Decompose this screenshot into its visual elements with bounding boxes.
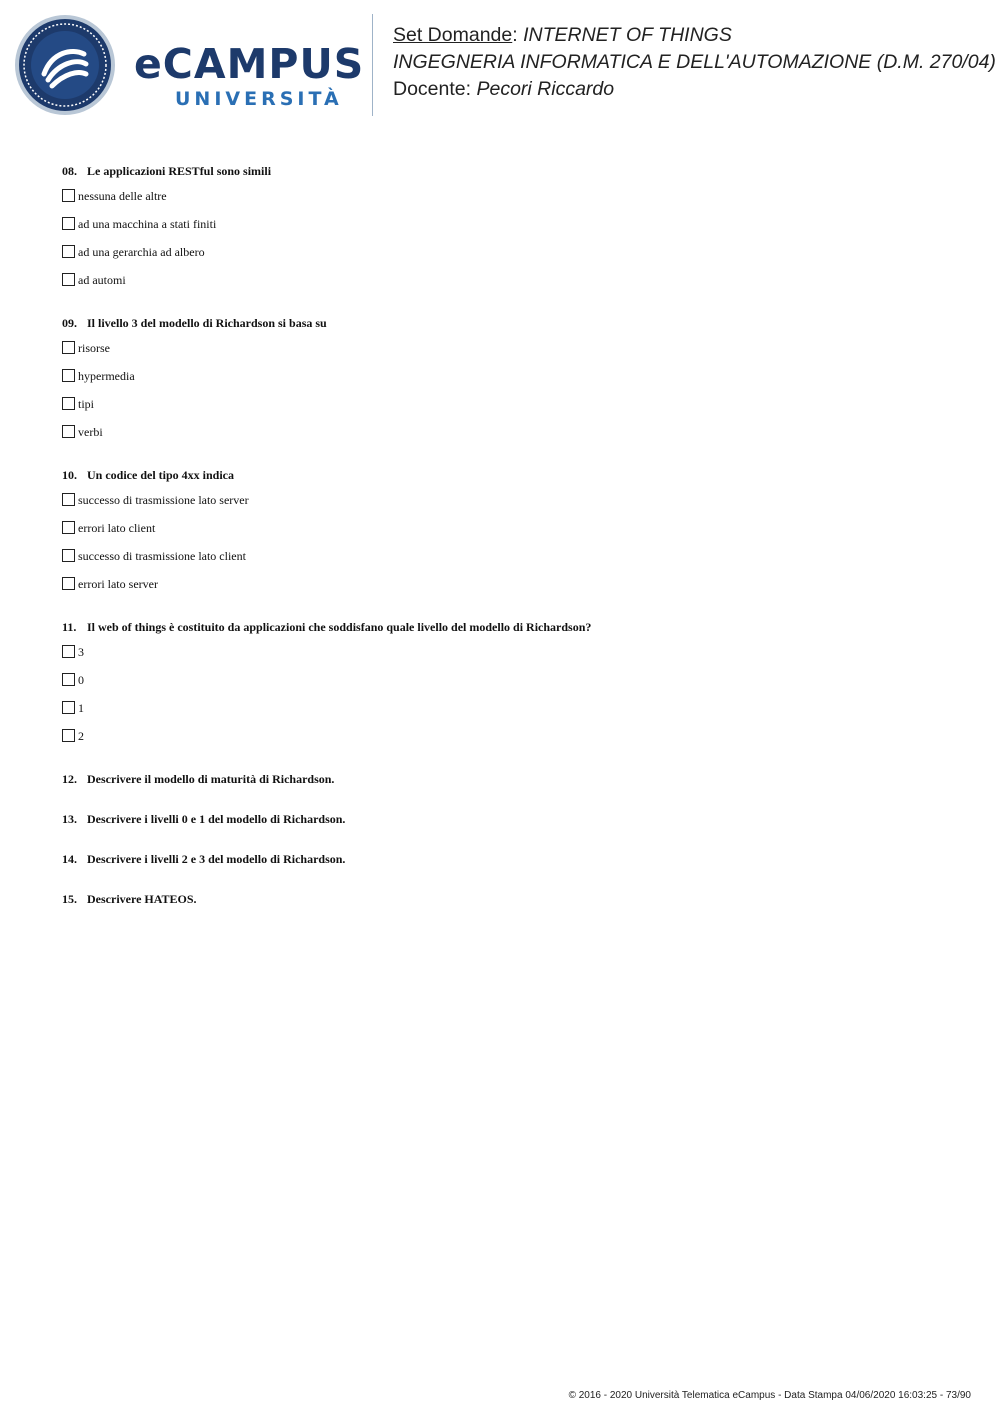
question-number: 10. [62, 468, 77, 482]
header-divider [372, 14, 373, 116]
question-number: 15. [62, 892, 77, 906]
question-text: Un codice del tipo 4xx indica [87, 468, 235, 482]
course-name: INTERNET OF THINGS [523, 24, 732, 46]
set-separator: : [512, 24, 524, 46]
question-number: 08. [62, 164, 77, 178]
answer-option [62, 272, 962, 300]
answer-checkbox[interactable] [62, 217, 75, 230]
question-09 [62, 314, 962, 452]
question-number: 14. [62, 852, 77, 866]
question-13 [62, 810, 962, 828]
answer-checkbox[interactable] [62, 493, 75, 506]
answer-checkbox[interactable] [62, 645, 75, 658]
answer-checkbox[interactable] [62, 369, 75, 382]
answer-checkbox[interactable] [62, 397, 75, 410]
answer-option [62, 396, 962, 424]
answer-checkbox[interactable] [62, 577, 75, 590]
question-title [62, 810, 962, 828]
answer-option [62, 244, 962, 272]
set-line [393, 22, 996, 49]
question-number: 13. [62, 812, 77, 826]
answer-label: successo di trasmissione lato client [78, 549, 246, 563]
question-14 [62, 850, 962, 868]
question-number: 11. [62, 620, 77, 634]
answer-option [62, 700, 962, 728]
question-title [62, 162, 962, 180]
question-15 [62, 890, 962, 908]
answer-label: verbi [78, 425, 103, 439]
set-label: Set Domande [393, 24, 513, 46]
question-11 [62, 618, 962, 756]
answer-label: risorse [78, 341, 110, 355]
question-number: 12. [62, 772, 77, 786]
answer-checkbox[interactable] [62, 701, 75, 714]
logo-subtitle: UNIVERSITÀ [175, 88, 343, 110]
answer-option [62, 424, 962, 452]
answer-option [62, 492, 962, 520]
answer-option [62, 728, 962, 756]
answer-label: tipi [78, 397, 95, 411]
answer-label: 1 [78, 701, 84, 715]
answer-option [62, 340, 962, 368]
answer-label: 2 [78, 729, 84, 743]
answer-label: hypermedia [78, 369, 135, 383]
teacher-line [393, 76, 996, 103]
answer-checkbox[interactable] [62, 245, 75, 258]
question-text: Le applicazioni RESTful sono simili [87, 164, 272, 178]
question-08 [62, 162, 962, 300]
question-title [62, 770, 962, 788]
question-list [62, 162, 962, 930]
question-title [62, 466, 962, 484]
answer-checkbox[interactable] [62, 549, 75, 562]
question-text: Descrivere HATEOS. [87, 892, 197, 906]
logo-brand: eCAMPUS [134, 40, 365, 88]
answer-label: ad una gerarchia ad albero [78, 245, 205, 259]
header-info [393, 22, 996, 103]
answer-option [62, 644, 962, 672]
answer-option [62, 576, 962, 604]
answer-option [62, 548, 962, 576]
teacher-label: Docente: [393, 78, 477, 100]
answer-option [62, 216, 962, 244]
answer-checkbox[interactable] [62, 189, 75, 202]
answer-label: successo di trasmissione lato server [78, 493, 249, 507]
answer-label: 0 [78, 673, 84, 687]
question-title [62, 618, 962, 636]
answer-checkbox[interactable] [62, 729, 75, 742]
answer-checkbox[interactable] [62, 341, 75, 354]
question-title [62, 890, 962, 908]
answer-option [62, 520, 962, 548]
answer-label: errori lato client [78, 521, 156, 535]
answer-checkbox[interactable] [62, 273, 75, 286]
answer-checkbox[interactable] [62, 521, 75, 534]
ecampus-logo [14, 14, 365, 116]
answer-label: 3 [78, 645, 84, 659]
question-text: Descrivere il modello di maturità di Richardson. [87, 772, 335, 786]
answer-option [62, 188, 962, 216]
question-text: Il livello 3 del modello di Richardson si basa su [87, 316, 327, 330]
question-text: Descrivere i livelli 2 e 3 del modello di Richardson. [87, 852, 346, 866]
question-10 [62, 466, 962, 604]
answer-label: nessuna delle altre [78, 189, 167, 203]
answer-label: ad una macchina a stati finiti [78, 217, 217, 231]
answer-label: ad automi [78, 273, 126, 287]
ecampus-seal-icon [14, 14, 116, 116]
answer-checkbox[interactable] [62, 425, 75, 438]
question-12 [62, 770, 962, 788]
question-title [62, 850, 962, 868]
answer-option [62, 672, 962, 700]
teacher-name: Pecori Riccardo [476, 78, 615, 100]
question-number: 09. [62, 316, 77, 330]
page-footer: © 2016 - 2020 Università Telematica eCampus - Data Stampa 04/06/2020 16:03:25 - 73/90 [568, 1390, 971, 1401]
answer-option [62, 368, 962, 396]
question-text: Descrivere i livelli 0 e 1 del modello di Richardson. [87, 812, 346, 826]
question-text: Il web of things è costituito da applicazioni che soddisfano quale livello del modello di Richardson? [87, 620, 592, 634]
degree-name: INGEGNERIA INFORMATICA E DELL'AUTOMAZIONE (D.M. 270/04) [393, 51, 996, 73]
question-title [62, 314, 962, 332]
answer-checkbox[interactable] [62, 673, 75, 686]
answer-label: errori lato server [78, 577, 158, 591]
